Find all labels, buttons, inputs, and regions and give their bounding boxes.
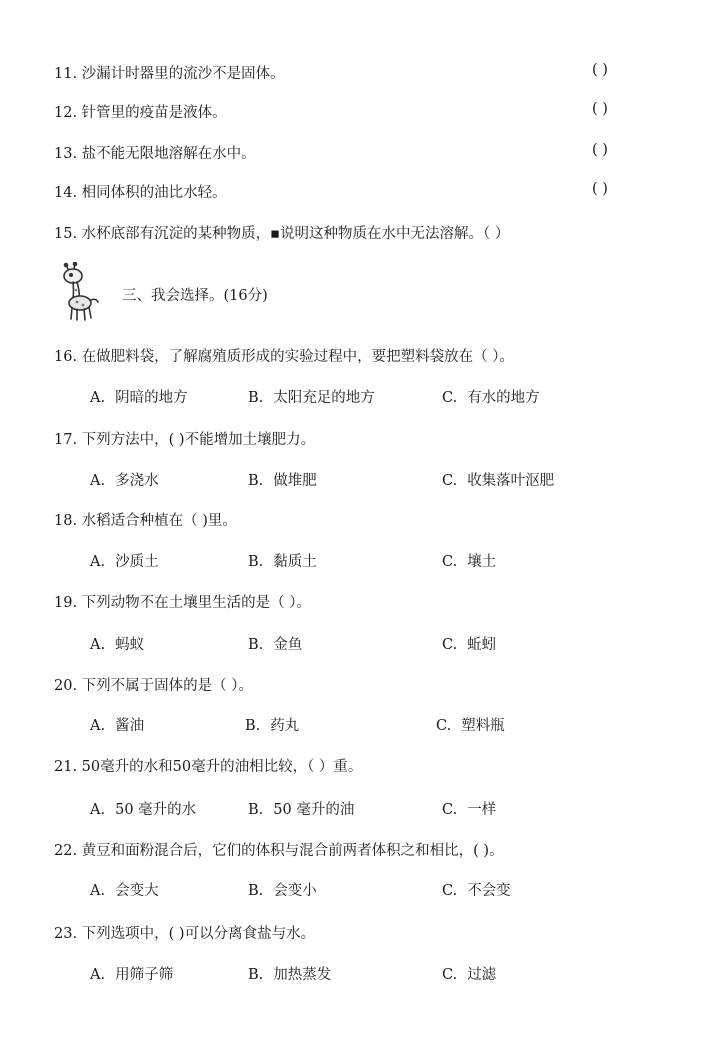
option-a[interactable] <box>90 633 144 654</box>
option-text: 塑料瓶 <box>461 718 505 734</box>
option-letter: C. <box>442 554 458 570</box>
answer-parentheses: ( ) <box>592 62 608 78</box>
answer-parentheses: ( ) <box>592 101 608 117</box>
giraffe-icon <box>60 262 102 322</box>
question-17 <box>54 428 315 449</box>
question-number: 15. <box>54 226 78 242</box>
option-b[interactable] <box>248 963 331 984</box>
option-text: 酱油 <box>115 718 145 734</box>
question-number: 17. <box>54 432 78 448</box>
question-text: 下列不属于固体的是（ ）。 <box>81 678 254 694</box>
option-text: 收集落叶沤肥 <box>467 473 555 489</box>
option-c[interactable] <box>442 798 496 819</box>
option-c[interactable] <box>442 633 496 654</box>
options-row <box>90 963 690 983</box>
option-text: 用筛子筛 <box>115 967 174 983</box>
options-row <box>90 469 690 489</box>
question-number: 22. <box>54 843 78 859</box>
question-number: 12. <box>54 105 78 121</box>
question-15 <box>54 222 509 243</box>
question-14 <box>54 181 227 202</box>
options-row <box>90 550 690 570</box>
option-b[interactable] <box>248 386 375 407</box>
option-letter: C. <box>442 473 458 489</box>
option-a[interactable] <box>90 550 159 571</box>
option-letter: A. <box>90 883 106 899</box>
option-a[interactable] <box>90 798 196 819</box>
option-letter: A. <box>90 390 106 406</box>
question-22 <box>54 839 504 860</box>
option-letter: B. <box>245 718 261 734</box>
option-b[interactable] <box>245 714 299 735</box>
option-b[interactable] <box>248 879 317 900</box>
question-text: 水杯底部有沉淀的某种物质，▪说明这种物质在水中无法溶解。（ ） <box>81 226 510 242</box>
option-c[interactable] <box>442 550 496 571</box>
answer-parentheses: ( ) <box>592 181 608 197</box>
option-text: 不会变 <box>467 883 511 899</box>
question-20 <box>54 674 253 695</box>
option-letter: A. <box>90 718 106 734</box>
option-a[interactable] <box>90 469 159 490</box>
option-letter: A. <box>90 637 106 653</box>
option-letter: C. <box>436 718 452 734</box>
option-a[interactable] <box>90 879 159 900</box>
question-number: 16. <box>54 349 78 365</box>
question-text: 水稻适合种植在（ )里。 <box>81 513 237 529</box>
question-number: 20. <box>54 678 78 694</box>
question-number: 13. <box>54 146 78 162</box>
option-letter: C. <box>442 967 458 983</box>
option-letter: C. <box>442 637 458 653</box>
question-text: 下列选项中，( )可以分离食盐与水。 <box>81 926 316 942</box>
option-text: 加热蒸发 <box>273 967 332 983</box>
option-text: 会变大 <box>115 883 159 899</box>
question-text: 下列方法中，( )不能增加土壤肥力。 <box>81 432 316 448</box>
question-text: 沙漏计时器里的流沙不是固体。 <box>81 66 285 82</box>
question-number: 18. <box>54 513 78 529</box>
option-text: 蚯蚓 <box>467 637 497 653</box>
answer-parentheses: ( ) <box>592 142 608 158</box>
options-row <box>90 798 690 818</box>
options-row <box>90 879 690 899</box>
question-text: 50毫升的水和50毫升的油相比较，（ ）重。 <box>81 759 363 775</box>
option-c[interactable] <box>442 879 511 900</box>
option-text: 药丸 <box>270 718 300 734</box>
option-text: 做堆肥 <box>273 473 317 489</box>
option-letter: B. <box>248 554 264 570</box>
option-text: 过滤 <box>467 967 497 983</box>
option-text: 阴暗的地方 <box>115 390 188 406</box>
option-text: 50 毫升的油 <box>273 802 355 818</box>
option-c[interactable] <box>442 469 554 490</box>
option-letter: B. <box>248 637 264 653</box>
option-text: 有水的地方 <box>467 390 540 406</box>
option-a[interactable] <box>90 963 173 984</box>
question-number: 23. <box>54 926 78 942</box>
question-21 <box>54 755 362 776</box>
option-letter: A. <box>90 554 106 570</box>
option-b[interactable] <box>248 798 354 819</box>
question-text: 盐不能无限地溶解在水中。 <box>81 146 256 162</box>
option-text: 沙质土 <box>115 554 159 570</box>
question-number: 14. <box>54 185 78 201</box>
option-letter: A. <box>90 802 106 818</box>
option-text: 金鱼 <box>273 637 303 653</box>
option-text: 蚂蚁 <box>115 637 145 653</box>
option-b[interactable] <box>248 469 317 490</box>
option-a[interactable] <box>90 386 188 407</box>
section-title: 三、我会选择。(16分) <box>122 288 268 304</box>
option-letter: B. <box>248 967 264 983</box>
question-23 <box>54 922 315 943</box>
option-letter: A. <box>90 967 106 983</box>
question-11 <box>54 62 285 83</box>
option-b[interactable] <box>248 633 302 654</box>
option-text: 50 毫升的水 <box>115 802 197 818</box>
option-c[interactable] <box>442 963 496 984</box>
options-row <box>90 386 690 406</box>
question-text: 黄豆和面粉混合后，它们的体积与混合前两者体积之和相比，( )。 <box>81 843 504 859</box>
option-letter: C. <box>442 802 458 818</box>
option-text: 多浇水 <box>115 473 159 489</box>
option-letter: C. <box>442 390 458 406</box>
question-12 <box>54 101 227 122</box>
question-text: 相同体积的油比水轻。 <box>81 185 227 201</box>
question-number: 11. <box>54 66 78 82</box>
question-19 <box>54 591 311 612</box>
option-c[interactable] <box>436 714 505 735</box>
question-13 <box>54 142 256 163</box>
option-letter: C. <box>442 883 458 899</box>
option-text: 壤土 <box>467 554 497 570</box>
question-16 <box>54 345 514 366</box>
option-letter: B. <box>248 473 264 489</box>
option-a[interactable] <box>90 714 144 735</box>
option-text: 会变小 <box>273 883 317 899</box>
question-text: 下列动物不在土壤里生活的是（ ）。 <box>81 595 312 611</box>
section-header <box>60 262 360 322</box>
option-text: 一样 <box>467 802 497 818</box>
option-text: 太阳充足的地方 <box>273 390 375 406</box>
question-number: 19. <box>54 595 78 611</box>
question-text: 针管里的疫苗是液体。 <box>81 105 227 121</box>
option-letter: B. <box>248 390 264 406</box>
option-letter: B. <box>248 802 264 818</box>
options-row <box>90 633 690 653</box>
options-row <box>90 714 690 734</box>
question-number: 21. <box>54 759 78 775</box>
question-text: 在做肥料袋，了解腐殖质形成的实验过程中，要把塑料袋放在（ ）。 <box>81 349 515 365</box>
option-letter: A. <box>90 473 106 489</box>
question-18 <box>54 509 237 530</box>
option-text: 黏质土 <box>273 554 317 570</box>
option-letter: B. <box>248 883 264 899</box>
option-c[interactable] <box>442 386 540 407</box>
option-b[interactable] <box>248 550 317 571</box>
